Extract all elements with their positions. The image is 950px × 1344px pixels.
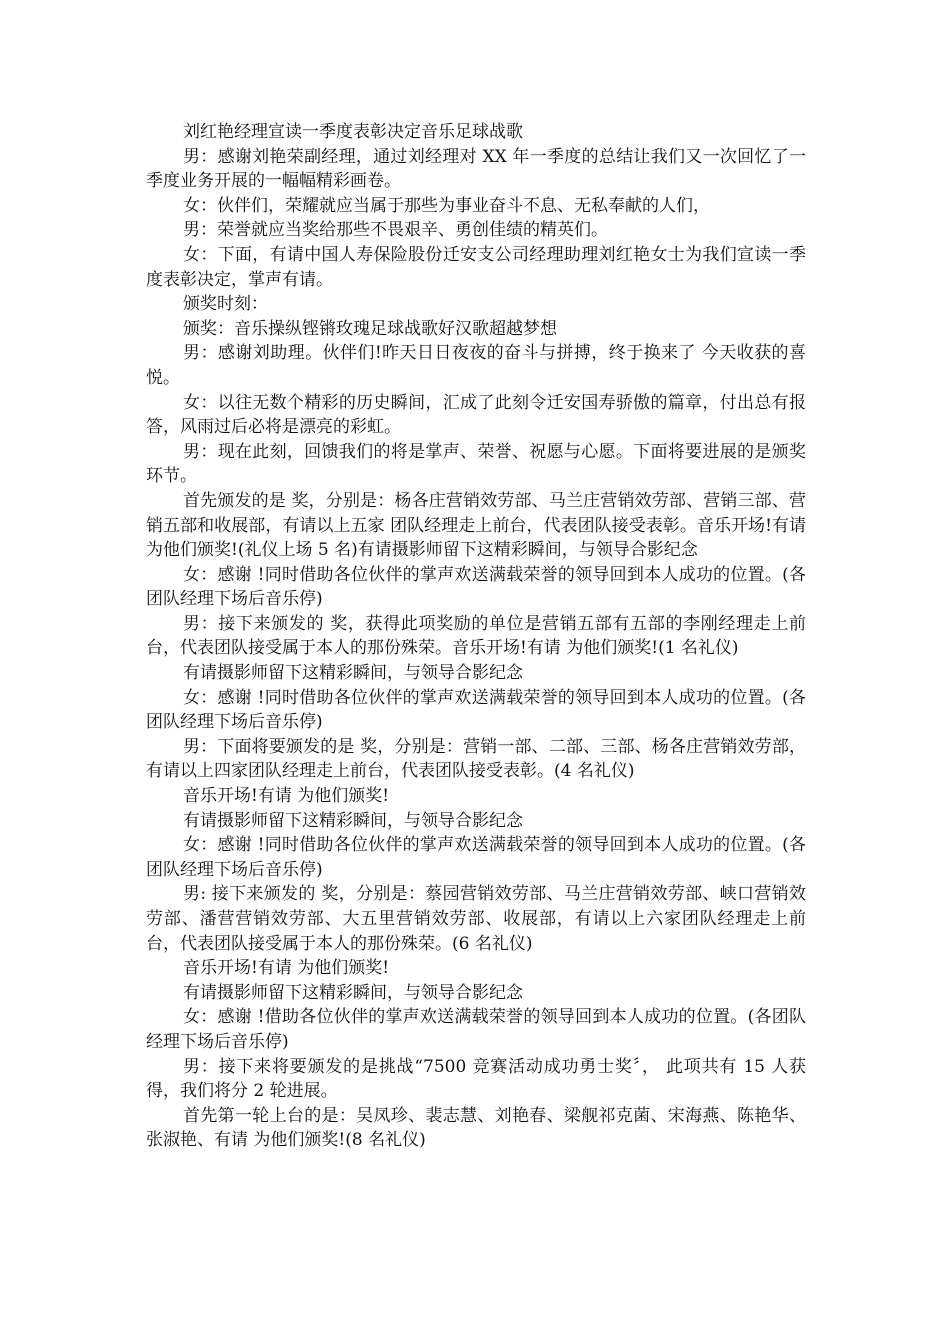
paragraph-3: 女：伙伴们，荣耀就应当属于那些为事业奋斗不息、无私奉献的人们， xyxy=(183,195,710,216)
document-body xyxy=(146,120,806,1153)
paragraph-20: 男: 接下来颁发的 奖，分别是：蔡园营销效劳部、马兰庄营销效劳部、峡口营销效劳部、潘营营销效劳部、大五里营销效劳部、收展部，有请以上六家团队经理走上前台，代表团队接受属于本人的那份殊荣。(6 名礼仪) xyxy=(146,884,806,954)
paragraph-10: 男：现在此刻，回馈我们的将是掌声、荣誉、祝愿与心愿。下面将要进展的是颁奖环节。 xyxy=(146,441,806,487)
paragraph-12: 女：感谢 !同时借助各位伙伴的掌声欢送满载荣誉的领导回到本人成功的位置。(各团队经理下场后音乐停) xyxy=(146,564,806,610)
paragraph-4: 男：荣誉就应当奖给那些不畏艰辛、勇创佳绩的精英们。 xyxy=(183,220,608,241)
paragraph-21: 音乐开场!有请 为他们颁奖! xyxy=(183,958,390,979)
paragraph-7: 颁奖：音乐操纵铿锵玫瑰足球战歌好汉歌超越梦想 xyxy=(183,318,557,339)
paragraph-8: 男：感谢刘助理。伙伴们!昨天日日夜夜的奋斗与拼搏，终于换来了 今天收获的喜悦。 xyxy=(146,343,806,388)
paragraph-1: 刘红艳经理宣读一季度表彰决定音乐足球战歌 xyxy=(183,122,523,142)
paragraph-14: 有请摄影师留下这精彩瞬间，与领导合影纪念 xyxy=(183,663,523,684)
paragraph-18: 有请摄影师留下这精彩瞬间，与领导合影纪念 xyxy=(183,810,523,831)
paragraph-16: 男：下面将要颁发的是 奖，分别是：营销一部、二部、三部、杨各庄营销效劳部，有请以上四家团队经理走上前台，代表团队接受表彰。(4 名礼仪) xyxy=(146,736,806,782)
paragraph-9: 女：以往无数个精彩的历史瞬间，汇成了此刻令迁安国寿骄傲的篇章，付出总有报答，风雨过后必将是漂亮的彩虹。 xyxy=(146,392,806,438)
paragraph-17: 音乐开场!有请 为他们颁奖! xyxy=(183,786,390,807)
paragraph-15: 女：感谢 !同时借助各位伙伴的掌声欢送满载荣誉的领导回到本人成功的位置。(各团队经理下场后音乐停) xyxy=(146,687,806,733)
paragraph-22: 有请摄影师留下这精彩瞬间，与领导合影纪念 xyxy=(183,982,523,1003)
paragraph-5: 女：下面，有请中国人寿保险股份迁安支公司经理助理刘红艳女士为我们宣读一季度表彰决定，掌声有请。 xyxy=(146,244,806,290)
paragraph-6: 颁奖时刻： xyxy=(183,294,268,315)
paragraph-25: 首先第一轮上台的是：吴凤珍、裴志慧、刘艳春、梁舰祁克菌、宋海燕、陈艳华、张淑艳、有请 为他们颁奖!(8 名礼仪) xyxy=(146,1105,806,1151)
paragraph-13: 男：接下来颁发的 奖，获得此项奖励的单位是营销五部有五部的李刚经理走上前台，代表团队接受属于本人的那份殊荣。音乐开场!有请 为他们颁奖!(1 名礼仪) xyxy=(146,613,806,659)
paragraph-11: 首先颁发的是 奖，分别是：杨各庄营销效劳部、马兰庄营销效劳部、营销三部、营销五部和收展部，有请以上五家 团队经理走上前台，代表团队接受表彰。音乐开场!有请 为他们颁奖!(礼仪上场 5 名)有请摄影师留下这精彩瞬间，与领导合影纪念 xyxy=(146,490,806,561)
paragraph-2: 男：感谢刘艳荣副经理，通过刘经理对 XX 年一季度的总结让我们又一次回忆了一季度业务开展的一幅幅精彩画卷。 xyxy=(146,146,806,192)
paragraph-23: 女：感谢 !借助各位伙伴的掌声欢送满载荣誉的领导回到本人成功的位置。(各团队经理下场后音乐停) xyxy=(146,1007,806,1052)
paragraph-19: 女：感谢 !同时借助各位伙伴的掌声欢送满载荣誉的领导回到本人成功的位置。(各团队经理下场后音乐停) xyxy=(146,835,806,880)
paragraph-24: 男：接下来将要颁发的是挑战“7500 竞赛活动成功勇士奖〞， 此项共有 15 人获得，我们将分 2 轮进展。 xyxy=(146,1056,806,1102)
